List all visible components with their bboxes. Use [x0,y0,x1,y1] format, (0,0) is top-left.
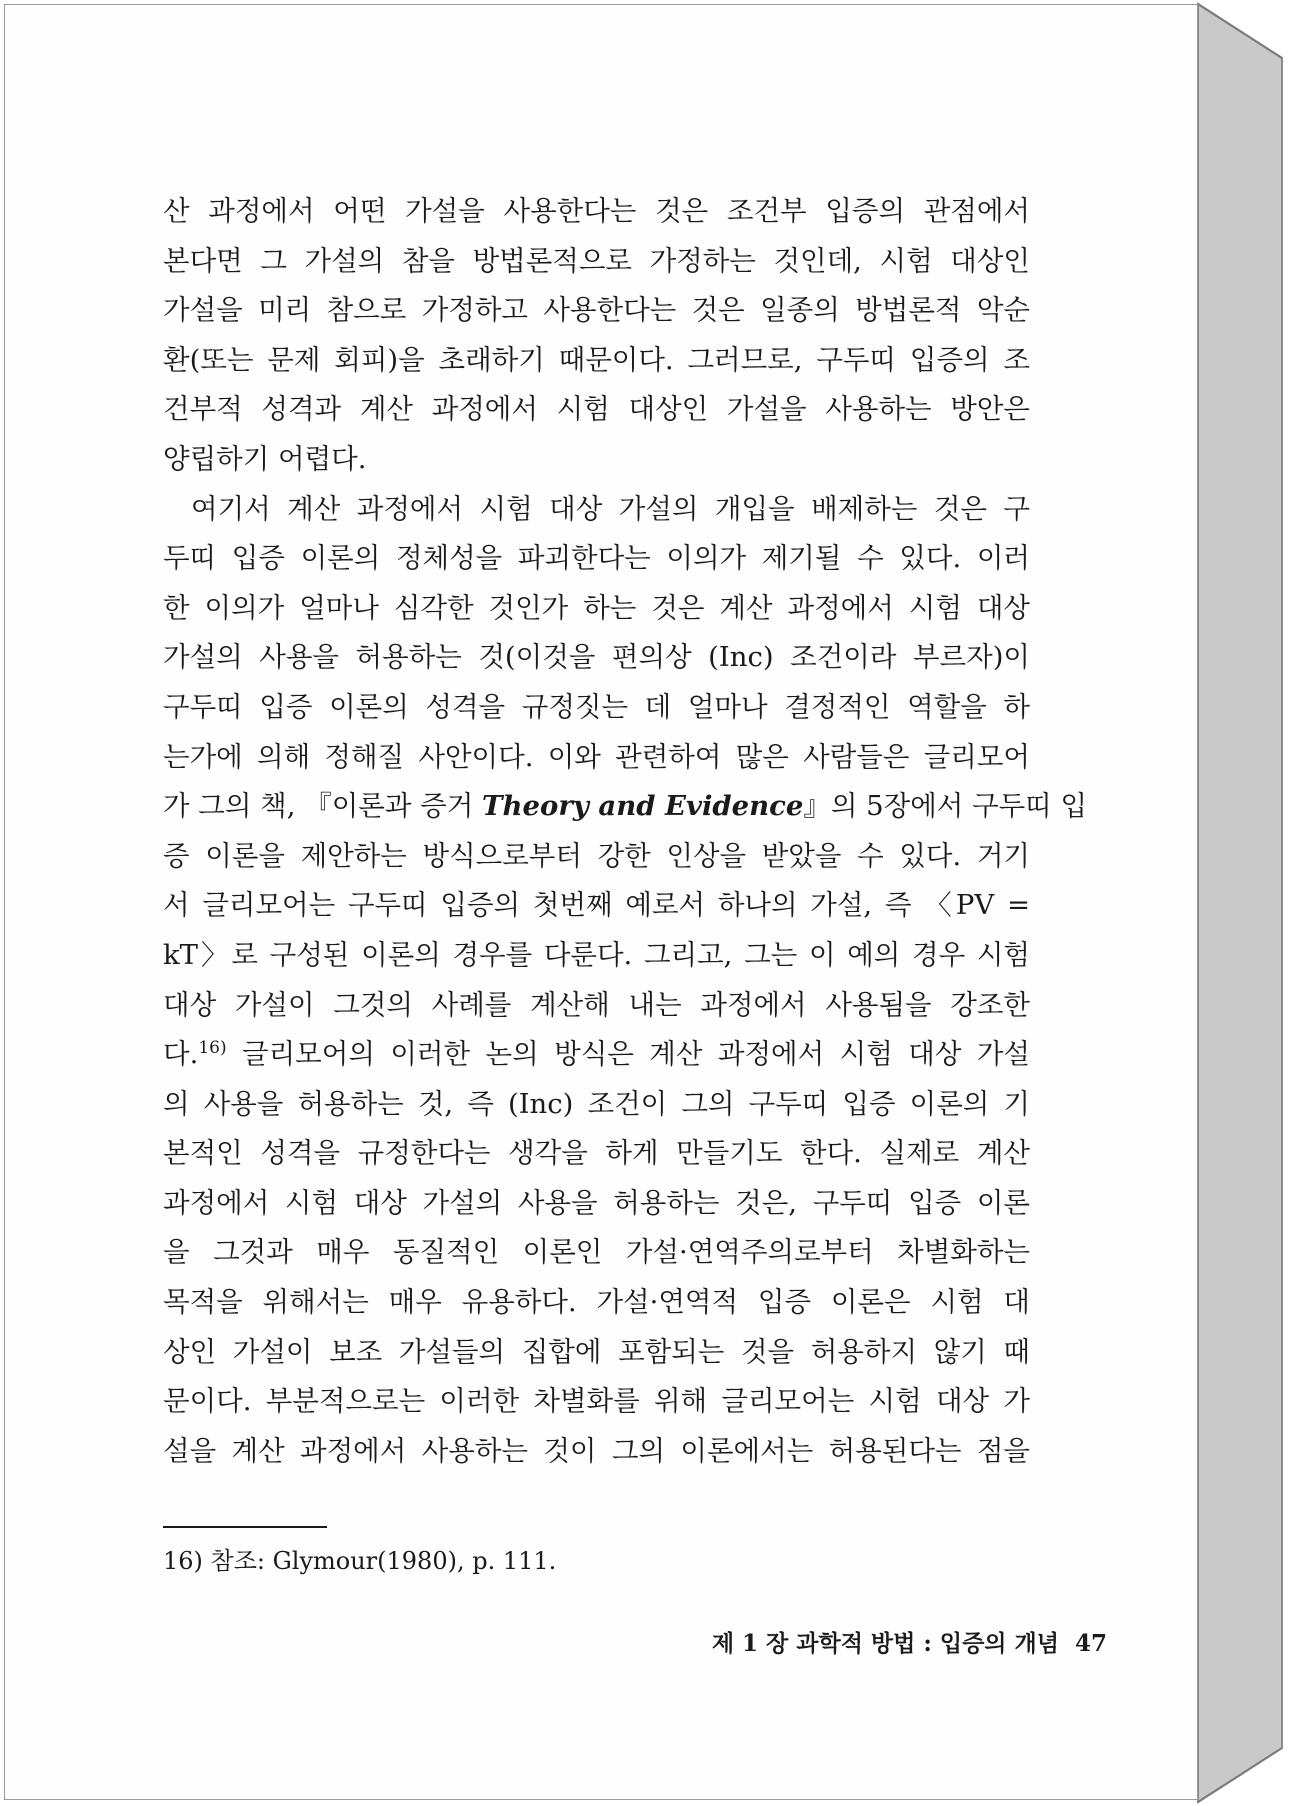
book-title-english: Theory and Evidence [482,790,804,823]
book-page-edge [1198,0,1295,1806]
text-line: 문이다. 부분적으로는 이러한 차별화를 위해 글리모어는 시험 대상 가 [163,1385,1030,1418]
text-line: 본적인 성격을 규정한다는 생각을 하게 만들기도 한다. 실제로 계산 [163,1137,1030,1170]
paragraph-2 [163,485,1088,1477]
text-line: 증 이론을 제안하는 방식으로부터 강한 인상을 받았을 수 있다. 거기 [163,839,1030,872]
text-fragment: 글리모어의 이러한 논의 방식은 계산 과정에서 시험 대상 가설 [226,1038,1030,1071]
running-footer [712,1628,1107,1660]
text-line-book-title [163,782,1088,832]
text-line-footnote-ref [163,1030,1030,1080]
text-line: 가설의 사용을 허용하는 것(이것을 편의상 (Inc) 조건이라 부르자)이 [163,641,1030,674]
page-number: 47 [1074,1630,1107,1657]
text-line: 여기서 계산 과정에서 시험 대상 가설의 개입을 배제하는 것은 구 [191,492,1030,525]
text-line: 대상 가설이 그것의 사례를 계산해 내는 과정에서 사용됨을 강조한 [163,988,1030,1021]
text-line: 목적을 위해서는 매우 유용하다. 가설·연역적 입증 이론은 시험 대 [163,1286,1030,1319]
text-fragment: 가 그의 책, 『이론과 증거 [163,790,483,823]
text-line: 두띠 입증 이론의 정체성을 파괴한다는 이의가 제기될 수 있다. 이러 [163,542,1030,575]
text-line: 가설을 미리 참으로 가정하고 사용한다는 것은 일종의 방법론적 악순 [163,294,1030,327]
text-line: 산 과정에서 어떤 가설을 사용한다는 것은 조건부 입증의 관점에서 [163,195,1030,227]
text-fragment: 』의 5장에서 구두띠 입 [803,790,1088,823]
text-line: 환(또는 문제 회피)을 초래하기 때문이다. 그러므로, 구두띠 입증의 조 [163,343,1030,376]
text-line: 양립하기 어렵다. [163,442,367,475]
text-line: 는가에 의해 정해질 사안이다. 이와 관련하여 많은 사람들은 글리모어 [163,740,1030,773]
text-line: 본다면 그 가설의 참을 방법론적으로 가정하는 것인데, 시험 대상인 [163,244,1030,277]
text-line: 의 사용을 허용하는 것, 즉 (Inc) 조건이 그의 구두띠 입증 이론의 기 [163,1087,1030,1120]
text-line: 구두띠 입증 이론의 성격을 규정짓는 데 얼마나 결정적인 역할을 하 [163,690,1030,723]
text-line: 과정에서 시험 대상 가설의 사용을 허용하는 것은, 구두띠 입증 이론 [163,1186,1030,1219]
text-line: 한 이의가 얼마나 심각한 것인가 하는 것은 계산 과정에서 시험 대상 [163,591,1030,624]
footnote-reference-link[interactable]: 16) [198,1038,227,1059]
chapter-title: 제 1 장 과학적 방법 : 입증의 개념 [711,1630,1059,1657]
text-line: 상인 가설이 보조 가설들의 집합에 포함되는 것을 허용하지 않기 때 [163,1335,1030,1368]
text-line: 건부적 성격과 계산 과정에서 시험 대상인 가설을 사용하는 방안은 [163,393,1030,426]
footnote-divider [163,1526,327,1528]
text-fragment: 다. [163,1038,199,1071]
footnote-16: 16) 참조: Glymour(1980), p. 111. [163,1547,557,1575]
text-line: kT〉로 구성된 이론의 경우를 다룬다. 그리고, 그는 이 예의 경우 시험 [163,938,1030,971]
body-text [163,187,1088,1476]
paragraph-1 [163,187,1030,485]
text-line: 서 글리모어는 구두띠 입증의 첫번째 예로서 하나의 가설, 즉 〈PV = [163,889,1030,922]
text-line: 설을 계산 과정에서 사용하는 것이 그의 이론에서는 허용된다는 점을 [163,1434,1030,1467]
text-line: 을 그것과 매우 동질적인 이론인 가설·연역주의로부터 차별화하는 [163,1236,1030,1269]
